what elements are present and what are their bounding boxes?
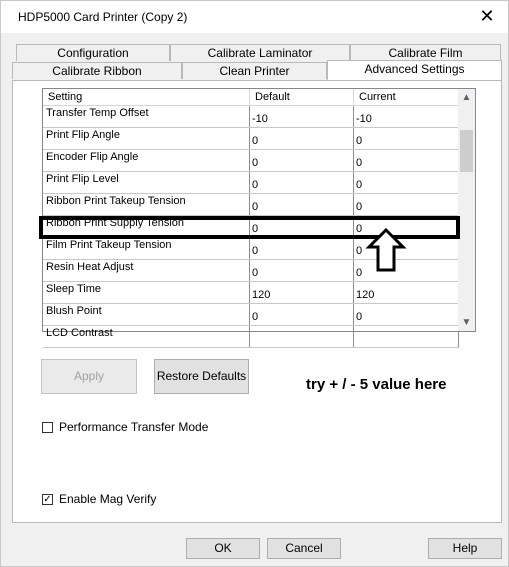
list-scrollbar[interactable] (458, 89, 475, 331)
setting-name: Ribbon Print Supply Tension (43, 216, 250, 237)
setting-name: Transfer Temp Offset (43, 106, 250, 127)
default-value: 0 (250, 194, 354, 215)
tab-calibrate-ribbon[interactable] (12, 62, 182, 79)
list-header (43, 89, 459, 106)
current-value[interactable]: 0 (354, 216, 459, 237)
setting-name: Blush Point (43, 304, 250, 325)
column-header-current[interactable]: Current (354, 89, 459, 105)
up-arrow-icon (366, 227, 406, 273)
settings-list[interactable] (42, 88, 476, 339)
tab-label: Configuration (57, 46, 129, 60)
current-value[interactable]: 0 (354, 304, 459, 325)
tab-clean-printer[interactable] (182, 62, 327, 79)
default-value: 0 (250, 128, 354, 149)
setting-name: Resin Heat Adjust (43, 260, 250, 281)
current-value[interactable]: 0 (354, 150, 459, 171)
tab-label: Calibrate Film (388, 46, 463, 60)
window-title: HDP5000 Card Printer (Copy 2) (18, 10, 188, 24)
tab-label: Calibrate Laminator (207, 46, 313, 60)
current-value[interactable]: 120 (354, 282, 459, 303)
help-button[interactable]: Help (428, 538, 502, 559)
scroll-down-icon[interactable]: ▼ (461, 317, 472, 328)
default-value: 0 (250, 150, 354, 171)
tab-label: Advanced Settings (364, 62, 465, 76)
current-value[interactable]: -10 (354, 106, 459, 127)
table-row[interactable] (43, 150, 459, 172)
enable-mag-verify-label: Enable Mag Verify (59, 492, 157, 506)
tab-calibrate-laminator[interactable] (170, 44, 350, 61)
table-row[interactable] (43, 128, 459, 150)
setting-name: Sleep Time (43, 282, 250, 303)
tab-label: Calibrate Ribbon (52, 64, 142, 78)
default-value: 0 (250, 304, 354, 325)
table-row[interactable] (43, 172, 459, 194)
title-bar (1, 1, 508, 33)
setting-name: Encoder Flip Angle (43, 150, 250, 171)
apply-button[interactable]: Apply (41, 359, 137, 394)
setting-name: Ribbon Print Takeup Tension (43, 194, 250, 215)
tab-label: Clean Printer (219, 64, 290, 78)
restore-defaults-button[interactable]: Restore Defaults (154, 359, 249, 394)
current-value[interactable]: 0 (354, 128, 459, 149)
scroll-thumb[interactable] (460, 130, 473, 172)
default-value: 0 (250, 238, 354, 259)
scroll-up-icon[interactable]: ▲ (461, 92, 472, 103)
default-value: 0 (250, 260, 354, 281)
tab-configuration[interactable] (16, 44, 170, 61)
default-value: 0 (250, 216, 354, 237)
performance-transfer-mode-checkbox[interactable] (42, 422, 53, 433)
default-value: -10 (250, 106, 354, 127)
enable-mag-verify-checkbox[interactable]: ✓ (43, 494, 52, 505)
default-value: 120 (250, 282, 354, 303)
current-value[interactable] (354, 326, 459, 347)
current-value[interactable]: 0 (354, 238, 459, 259)
column-header-setting[interactable]: Setting (43, 89, 250, 105)
table-row[interactable] (43, 194, 459, 216)
default-value: 0 (250, 172, 354, 193)
ok-button[interactable]: OK (186, 538, 260, 559)
tab-calibrate-film[interactable] (350, 44, 501, 61)
annotation-note: try + / - 5 value here (306, 376, 447, 393)
current-value[interactable]: 0 (354, 194, 459, 215)
table-row[interactable] (43, 106, 459, 128)
default-value (250, 326, 354, 347)
setting-name: Print Flip Angle (43, 128, 250, 149)
setting-name: Print Flip Level (43, 172, 250, 193)
table-row[interactable] (43, 326, 459, 348)
setting-name: Film Print Takeup Tension (43, 238, 250, 259)
tab-advanced-settings[interactable] (327, 60, 502, 80)
column-header-default[interactable]: Default (250, 89, 354, 105)
current-value[interactable]: 0 (354, 172, 459, 193)
table-row[interactable] (43, 304, 459, 326)
cancel-button[interactable]: Cancel (267, 538, 341, 559)
performance-transfer-mode-label: Performance Transfer Mode (59, 420, 209, 434)
current-value[interactable]: 0 (354, 260, 459, 281)
setting-name: LCD Contrast (43, 326, 250, 347)
close-icon[interactable]: ✕ (479, 6, 495, 26)
table-row[interactable] (43, 282, 459, 304)
